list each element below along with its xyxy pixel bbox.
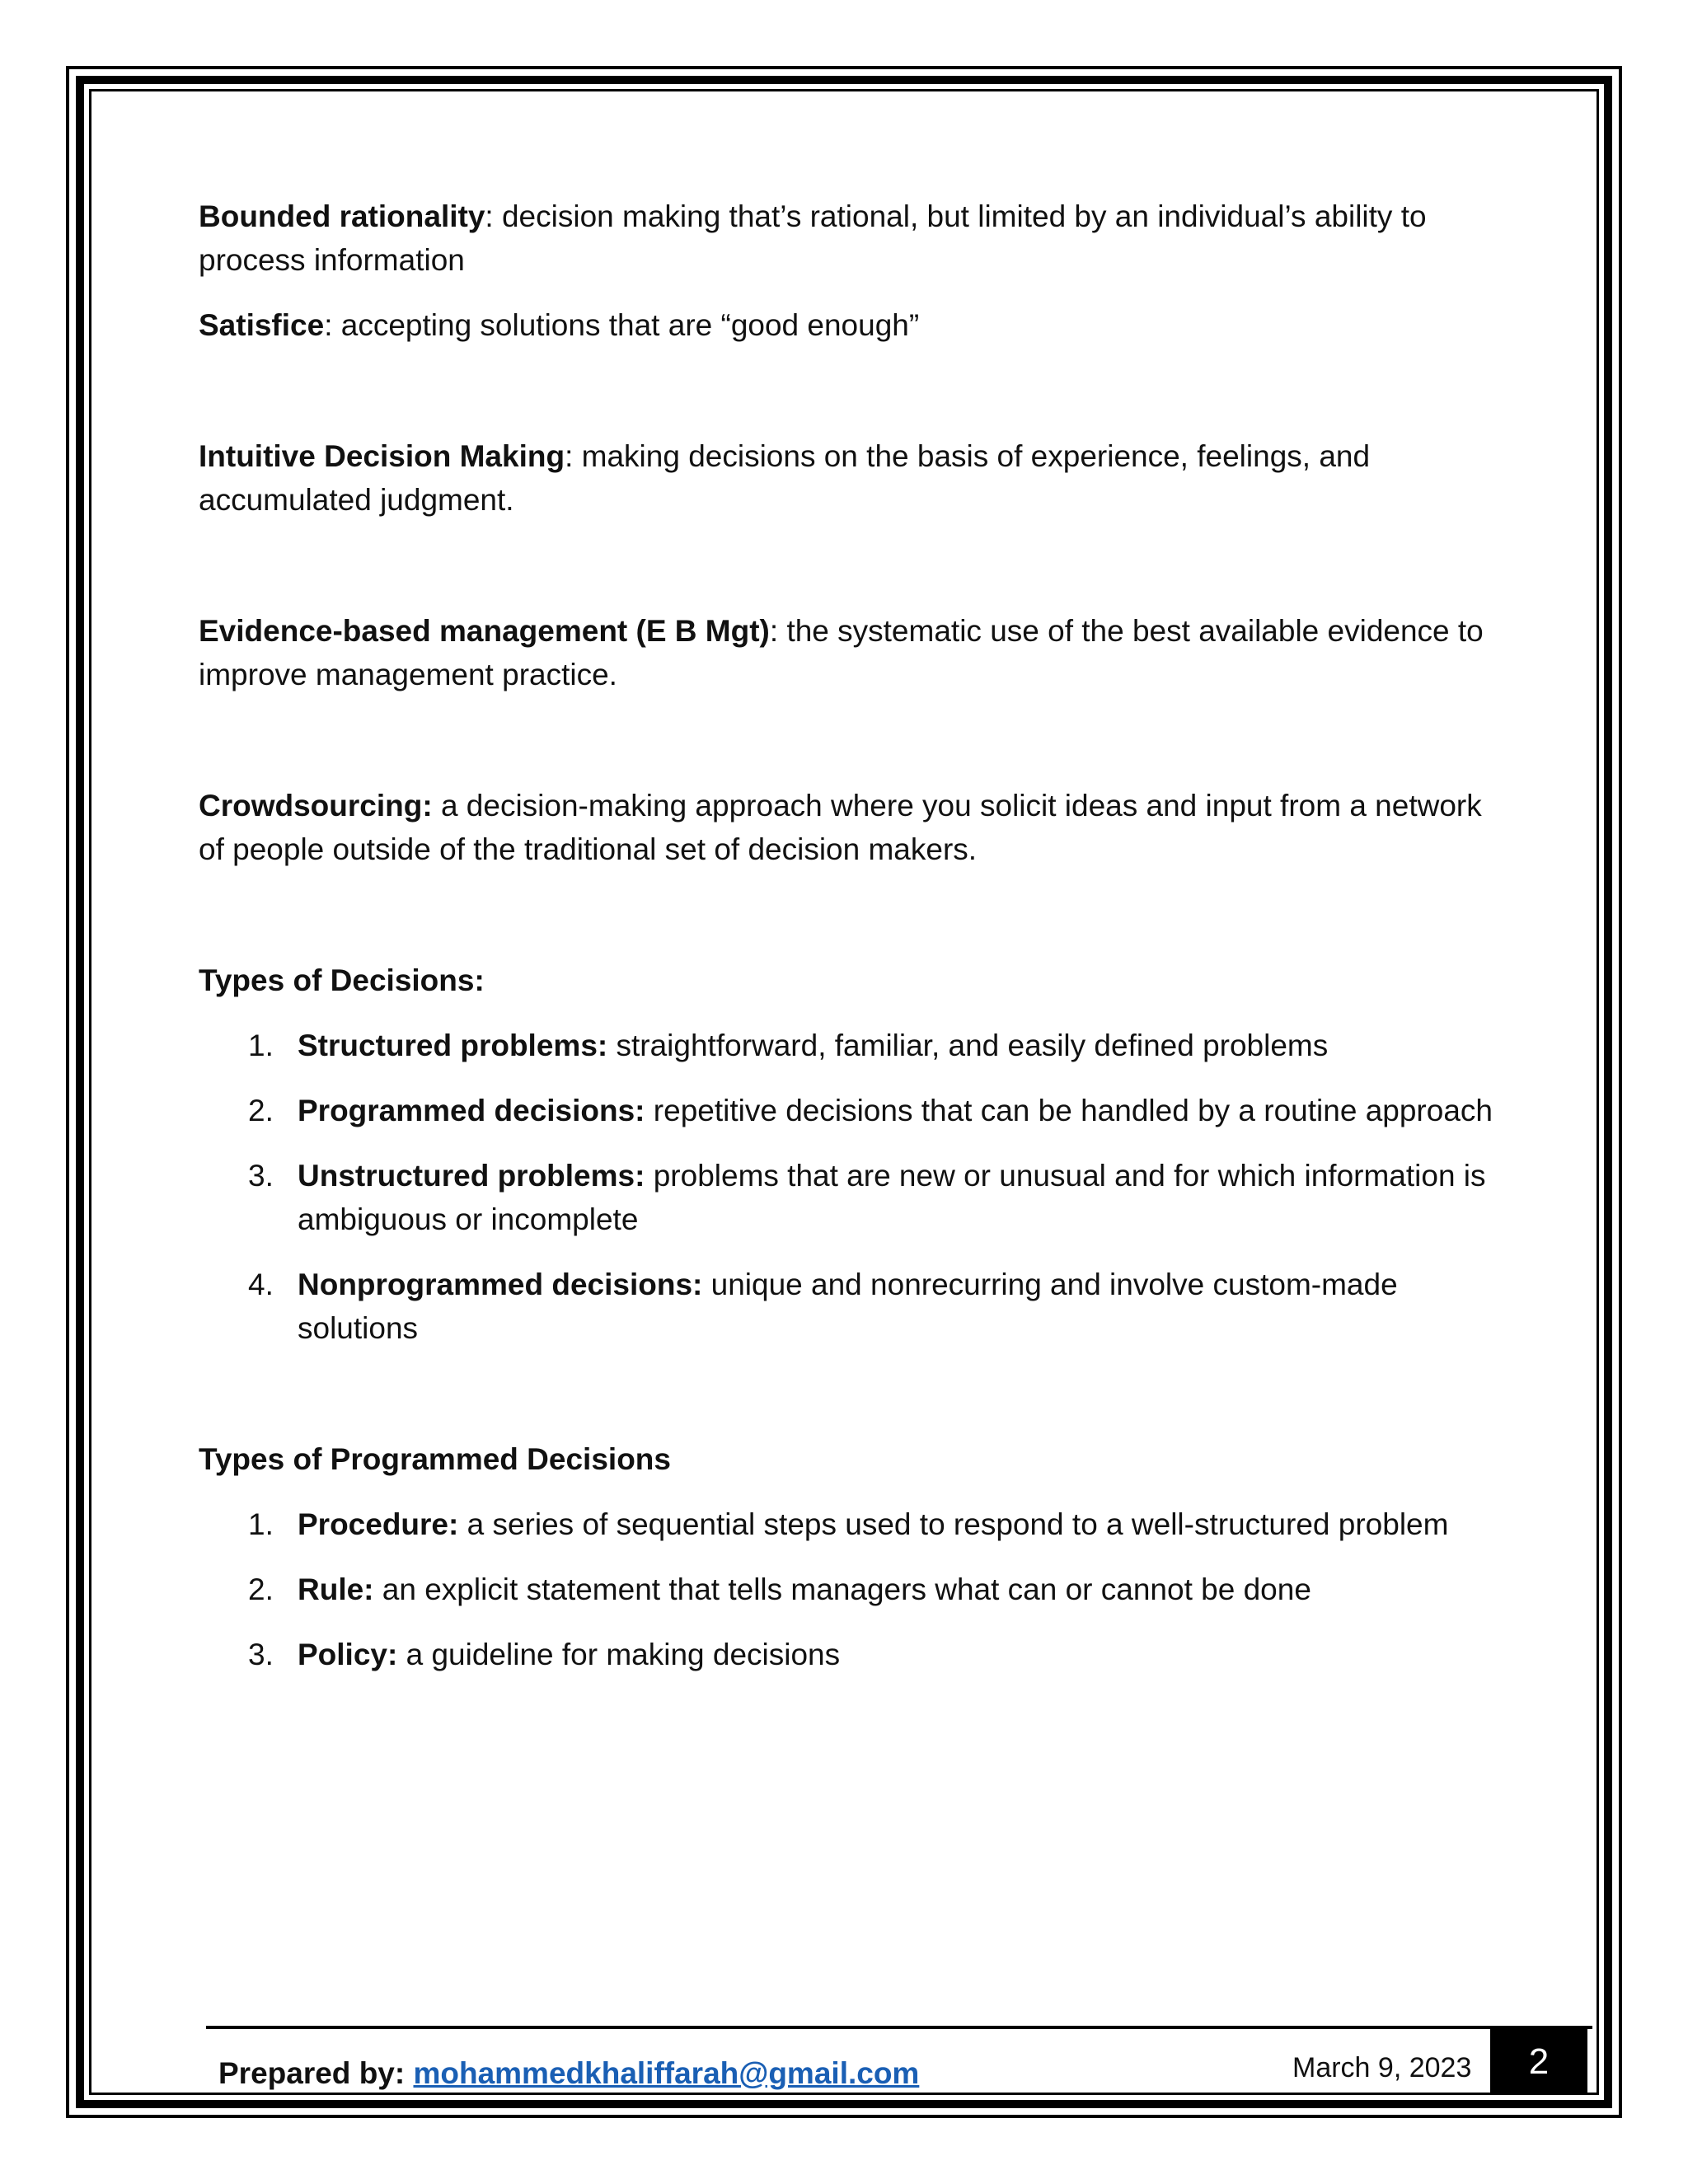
list-term: Nonprogrammed decisions: (298, 1268, 703, 1301)
list-text: problems that are new or unusual and for which information is ambiguous or incomplete (298, 1159, 1486, 1236)
list-text: an explicit statement that tells managers what can or cannot be done (382, 1572, 1311, 1606)
definition-text: the systematic use of the best available evidence to improve management practice. (199, 614, 1484, 691)
list-item (199, 1263, 1501, 1350)
definition-intuitive-decision-making (199, 434, 1501, 522)
list-item (199, 1502, 1501, 1546)
list-text: unique and nonrecurring and involve custom-made solutions (298, 1268, 1398, 1345)
page-number: 2 (1490, 2029, 1587, 2095)
term: Crowdsourcing: (199, 789, 433, 823)
list-number: 4. (248, 1268, 274, 1301)
definition-crowdsourcing (199, 784, 1501, 871)
definition-satisfice (199, 303, 1501, 347)
list-number: 3. (248, 1159, 274, 1193)
list-text: a guideline for making decisions (406, 1638, 841, 1671)
list-term: Programmed decisions: (298, 1094, 645, 1127)
list-item (199, 1089, 1501, 1132)
list-item (199, 1633, 1501, 1676)
list-item (199, 1154, 1501, 1241)
separator: : (324, 308, 341, 342)
definition-bounded-rationality (199, 194, 1501, 282)
types-of-programmed-decisions-list (199, 1502, 1501, 1676)
separator: : (565, 439, 582, 473)
email-link[interactable]: mohammedkhaliffarah@gmail.com (413, 2056, 920, 2090)
separator (433, 789, 441, 823)
footer-date: March 9, 2023 (1292, 2052, 1472, 2083)
list-number: 1. (248, 1029, 274, 1062)
list-term: Unstructured problems: (298, 1159, 645, 1193)
definition-text: a decision-making approach where you solicit ideas and input from a network of people outside of the traditional set of decision makers. (199, 789, 1482, 866)
list-number: 2. (248, 1572, 274, 1606)
term: Satisfice (199, 308, 325, 342)
definition-evidence-based-management (199, 609, 1501, 696)
footer-prepared-by (218, 2054, 919, 2093)
definition-text: decision making that’s rational, but limited by an individual’s ability to process information (199, 199, 1427, 277)
term: Evidence-based management (E B Mgt) (199, 614, 770, 648)
list-item (199, 1024, 1501, 1067)
list-number: 2. (248, 1094, 274, 1127)
footer-divider (206, 2026, 1592, 2029)
list-term: Structured problems: (298, 1029, 608, 1062)
document-body (199, 194, 1501, 1698)
list-item (199, 1568, 1501, 1611)
list-term: Policy: (298, 1638, 398, 1671)
types-of-decisions-list (199, 1024, 1501, 1350)
heading-types-of-programmed-decisions: Types of Programmed Decisions (199, 1442, 671, 1476)
list-text: repetitive decisions that can be handled by a routine approach (653, 1094, 1493, 1127)
list-term: Procedure: (298, 1507, 459, 1541)
list-number: 1. (248, 1507, 274, 1541)
separator: : (485, 199, 502, 233)
list-text: a series of sequential steps used to respond to a well-structured problem (467, 1507, 1449, 1541)
heading-types-of-decisions: Types of Decisions: (199, 963, 485, 997)
list-text: straightforward, familiar, and easily defined problems (616, 1029, 1329, 1062)
separator: : (769, 614, 787, 648)
term: Bounded rationality (199, 199, 485, 233)
list-term: Rule: (298, 1572, 374, 1606)
definition-text: accepting solutions that are “good enough” (340, 308, 920, 342)
prepared-label: Prepared by: (218, 2056, 406, 2090)
list-number: 3. (248, 1638, 274, 1671)
definition-text: making decisions on the basis of experience, feelings, and accumulated judgment. (199, 439, 1371, 517)
term: Intuitive Decision Making (199, 439, 565, 473)
